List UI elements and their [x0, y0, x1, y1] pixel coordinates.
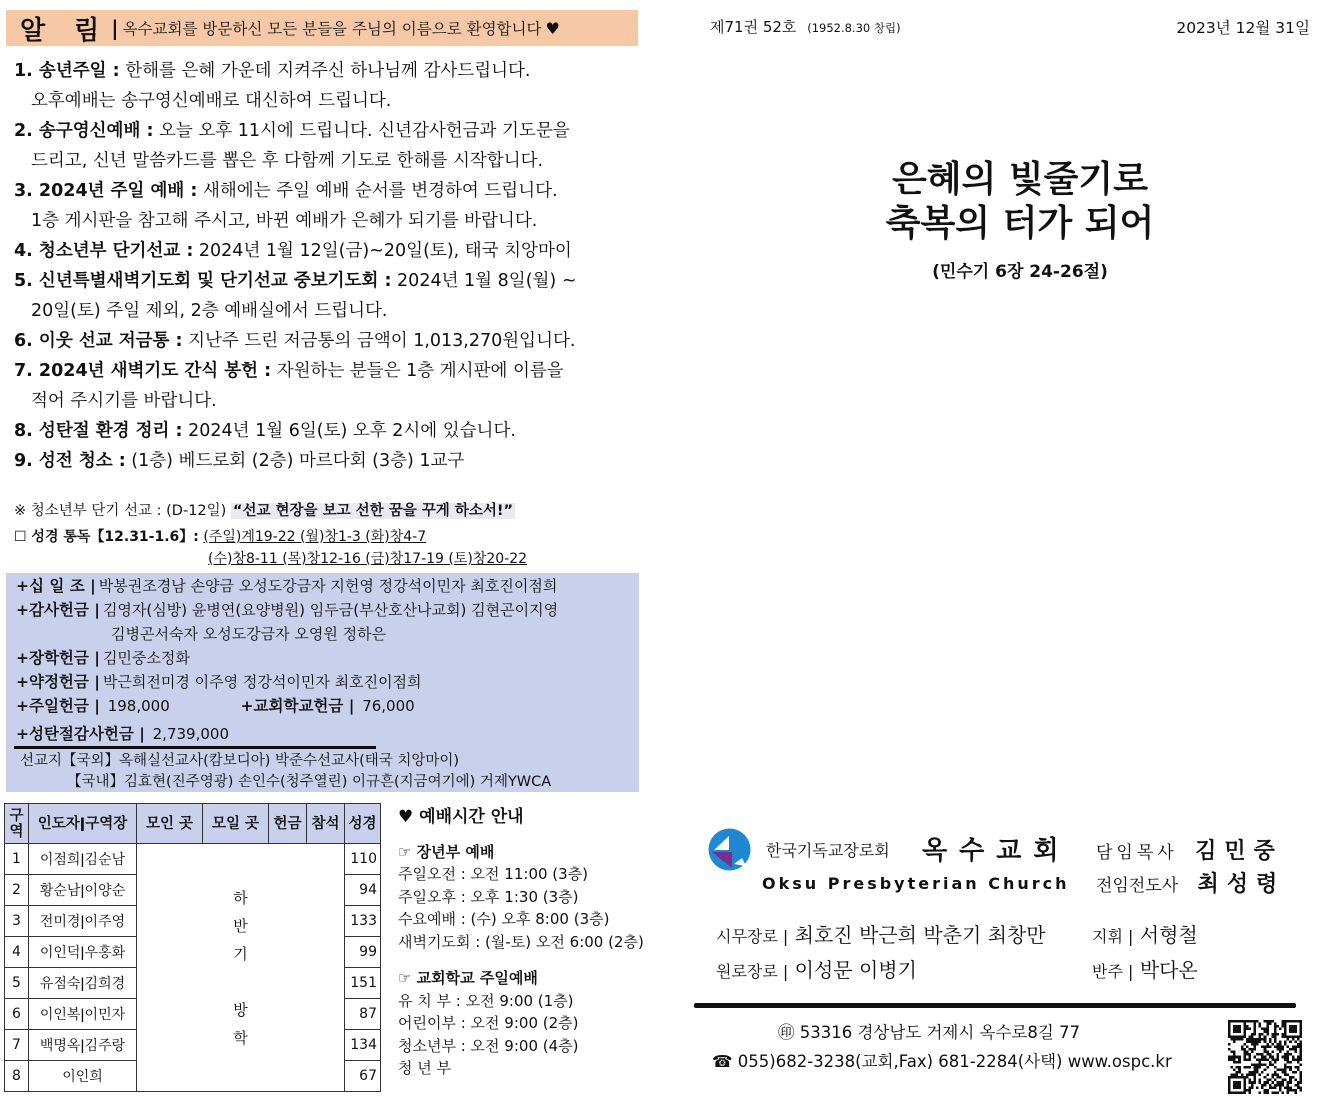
youth-mission-prefix: ※ 청소년부 단기 선교 : (D-12일) [14, 503, 227, 519]
announcement-continuation: 오후예배는 송구영신예배로 대신하여 드립니다. [31, 91, 392, 111]
sermon-title-line2: 축복의 터가 되어 [885, 203, 1155, 244]
table-row [5, 844, 381, 875]
accompanist-name: 박다온 [1139, 958, 1198, 982]
announcement-title: 6. 이웃 선교 저금통 : [14, 331, 183, 351]
issue-volume: 제71권 52호 [710, 18, 797, 36]
school-worship-heading: ☞ 교회학교 주일예배 [398, 969, 538, 987]
announcement-title: 4. 청소년부 단기선교 : [14, 241, 194, 261]
district-leader: 이인희 [29, 1061, 137, 1092]
church-address: ㊞ 53316 경상남도 거제시 옥수로8길 77 [778, 1023, 1081, 1042]
offering-names: 김민중소정화 [102, 649, 190, 667]
table-header-cell: 모일 곳 [203, 804, 269, 844]
district-leader: 이인복ǀ이민자 [29, 999, 137, 1030]
elders-names: 최호진 박근희 박춘기 최창만 [794, 923, 1046, 947]
announcement-title: 2. 송구영신예배 : [14, 121, 154, 141]
announcement-text: 지난주 드린 저금통의 금액이 1,013,270원입니다. [182, 331, 576, 351]
vacation-char: 하 [233, 888, 248, 907]
table-header-cell: 인도자ǀ구역장 [29, 804, 137, 844]
bible-reading-plan [14, 526, 527, 570]
announcement-item [14, 416, 639, 446]
missions-list [20, 751, 551, 793]
announcement-item [14, 236, 639, 266]
worship-time-item: 주일오전 : 오전 11:00 (3층) [398, 865, 589, 883]
offering-divider [14, 746, 376, 749]
offering-label: +장학헌금 | [16, 649, 100, 667]
bible-reading-count: 151 [345, 968, 381, 999]
district-meeting-table [4, 803, 381, 1092]
announcement-title: 3. 2024년 주일 예배 : [14, 181, 198, 201]
vacation-char: 학 [233, 1028, 248, 1047]
evangelist [1096, 867, 1285, 898]
emeritus-row [716, 954, 917, 983]
bible-reading-count: 134 [345, 1030, 381, 1061]
table-header-row [5, 804, 381, 844]
offering-names: 박근희전미경 이주영 정강석이민자 최호진이점희 [102, 673, 422, 691]
evangelist-name: 최성령 [1197, 872, 1286, 897]
announcement-text: 2024년 1월 8일(월) ~ [391, 271, 577, 291]
offering-label: +약정헌금 | [16, 673, 100, 691]
announcement-list [14, 56, 639, 476]
issue-info [710, 16, 901, 37]
district-number: 8 [5, 1061, 29, 1092]
sunday-offering-amount: 198,000 [107, 697, 170, 715]
table-header-cell: 구역 [5, 804, 29, 844]
sermon-title [700, 158, 1320, 246]
vacation-char: 기 [233, 944, 248, 963]
school-offering-amount: 76,000 [362, 697, 415, 715]
district-number: 2 [5, 875, 29, 906]
announcement-item [14, 176, 639, 206]
district-leader: 유점숙ǀ김희경 [29, 968, 137, 999]
welcome-message: 옥수교회를 방문하신 모든 분들을 주님의 이름으로 환영합니다 [122, 20, 542, 38]
vacation-char: 방 [233, 1000, 248, 1019]
bible-reading-line1: (주일)계19-22 (월)창1-3 (화)창4-7 [203, 529, 427, 545]
district-leader: 황순남ǀ이양순 [29, 875, 137, 906]
announcement-text: 한해를 은혜 가운데 지켜주신 하나님께 감사드립니다. [119, 61, 531, 81]
worship-time-item: 어린이부 : 오전 9:00 (2층) [398, 1014, 579, 1032]
church-name: 옥수교회 [922, 836, 1071, 866]
offering-row [16, 646, 639, 670]
school-worship-list [398, 990, 644, 1080]
elders-label: 시무장로 | [716, 927, 789, 946]
denomination: 한국기독교장로회 [766, 841, 890, 860]
announcement-text: 자원하는 분들은 1층 게시판에 이름을 [271, 361, 564, 381]
district-leader: 이인덕ǀ우홍화 [29, 937, 137, 968]
worship-time-item: 청소년부 : 오전 9:00 (4층) [398, 1036, 579, 1055]
table-header-cell: 성경 [345, 804, 381, 844]
issue-date: 2023년 12월 31일 [1176, 19, 1310, 37]
worship-time-item: 주일오후 : 오후 1:30 (3층) [398, 887, 579, 906]
qr-code-icon [1228, 1020, 1302, 1094]
christmas-offering-row [16, 722, 639, 746]
bible-reading-count: 67 [345, 1061, 381, 1092]
notice-header [6, 10, 638, 46]
pastor [1096, 834, 1283, 865]
offering-names: 김병곤서숙자 오성도강금자 오영원 정하은 [111, 625, 387, 643]
notice-separator: | [111, 16, 119, 40]
missions-domestic: 【국내】김효현(진주영광) 손인수(청주열린) 이규흔(지금여기에) 거제YWCA [67, 774, 552, 790]
announcement-item [14, 56, 639, 86]
announcement-item [14, 116, 639, 146]
announcement-item [14, 266, 639, 296]
announcement-text: (1층) 베드로회 (2층) 마르다회 (3층) 1교구 [125, 451, 465, 471]
worship-time-item: 새벽기도회 : (월-토) 오전 6:00 (2층) [398, 932, 644, 951]
worship-time-item: 청 년 부 [398, 1059, 452, 1077]
bible-reading-line2: (수)창8-11 (목)창12-16 (금)창17-19 (토)창20-22 [208, 551, 528, 567]
worship-time-item: 수요예배 : (수) 오후 8:00 (3층) [398, 910, 610, 928]
offering-names: 박봉권조경남 손양금 오성도강금자 지헌영 정강석이민자 최호진이점희 [98, 577, 558, 595]
elders-row [716, 919, 1046, 948]
church-english-name: Oksu Presbyterian Church [762, 874, 1070, 893]
worship-time-item: 유 치 부 : 오전 9:00 (1층) [398, 991, 574, 1010]
district-number: 3 [5, 906, 29, 937]
announcement-item [14, 326, 639, 356]
church-logo-icon [708, 828, 751, 871]
announcement-text: 2024년 1월 12일(금)~20일(토), 태국 치앙마이 [193, 241, 572, 261]
vacation-char [137, 968, 344, 996]
emeritus-names: 이성문 이병기 [794, 958, 917, 982]
sunday-offering-row [16, 694, 639, 718]
offering-list [16, 574, 639, 694]
offering-label: +십 일 조 | [16, 577, 96, 595]
sunday-offering-label: +주일헌금 | [16, 697, 100, 715]
youth-mission-line [14, 499, 515, 520]
missions-overseas: 선교지【국외】옥해실선교사(캄보디아) 박준수선교사(태국 치앙마이) [20, 753, 460, 769]
church-contact: ☎ 055)682-3238(교회,Fax) 681-2284(사택) www.ospc.kr [712, 1052, 1172, 1071]
table-header-cell: 참석 [307, 804, 345, 844]
district-number: 7 [5, 1030, 29, 1061]
district-number: 4 [5, 937, 29, 968]
adult-worship-list [398, 863, 644, 953]
offering-label: +감사헌금 | [16, 601, 100, 619]
heart-icon: ♥ [545, 18, 560, 38]
district-number: 5 [5, 968, 29, 999]
announcement-text: 2024년 1월 6일(토) 오후 2시에 있습니다. [182, 421, 516, 441]
bible-reading-count: 133 [345, 906, 381, 937]
announcement-continuation: 20일(토) 주일 제외, 2층 예배실에서 드립니다. [31, 301, 388, 321]
announcement-title: 5. 신년특별새벽기도회 및 단기선교 중보기도회 : [14, 271, 392, 291]
pastor-role: 담임목사 [1096, 843, 1178, 863]
bible-reading-count: 87 [345, 999, 381, 1030]
announcement-continuation: 드리고, 신년 말씀카드를 뽑은 후 다함께 기도로 한해를 시작합니다. [31, 151, 544, 171]
announcement-title: 9. 성전 청소 : [14, 451, 126, 471]
bible-reading-count: 99 [345, 937, 381, 968]
accompanist-row [1092, 954, 1198, 983]
school-offering-label: +교회학교헌금 | [240, 697, 355, 715]
sermon-title-line1: 은혜의 빛줄기로 [892, 159, 1148, 200]
emeritus-label: 원로장로 | [716, 962, 789, 981]
pastor-name: 김민중 [1195, 839, 1283, 864]
bible-reading-count: 94 [345, 875, 381, 906]
youth-mission-quote: “선교 현장을 보고 선한 꿈을 꾸게 하소서!” [232, 503, 513, 519]
district-number: 6 [5, 999, 29, 1030]
conductor-name: 서형철 [1139, 923, 1198, 947]
announcement-text: 오늘 오후 11시에 드립니다. 신년감사헌금과 기도문을 [153, 121, 570, 141]
announcement-text: 새해에는 주일 예배 순서를 변경하여 드립니다. [197, 181, 558, 201]
founded-date: (1952.8.30 창립) [807, 21, 901, 35]
bible-reading-label: ☐ 성경 통독【12.31-1.6】: [14, 529, 199, 545]
worship-times [398, 806, 644, 1080]
conductor-row [1092, 919, 1198, 948]
footer-divider [694, 1003, 1296, 1008]
sermon-reference: (민수기 6장 24-26절) [932, 262, 1108, 282]
conductor-label: 지휘 | [1092, 927, 1134, 946]
announcement-title: 8. 성탄절 환경 정리 : [14, 421, 183, 441]
announcement-continuation: 1층 게시판을 참고해 주시고, 바뀐 예배가 은혜가 되기를 바랍니다. [31, 211, 538, 231]
evangelist-role: 전임전도사 [1096, 876, 1179, 896]
announcement-item [14, 356, 639, 386]
christmas-offering-label: +성탄절감사헌금 | [16, 725, 145, 743]
bible-reading-count: 110 [345, 844, 381, 875]
accompanist-label: 반주 | [1092, 962, 1134, 981]
table-header-cell: 헌금 [269, 804, 307, 844]
notice-title: 알 림 [20, 15, 110, 46]
announcement-title: 7. 2024년 새벽기도 간식 봉헌 : [14, 361, 272, 381]
announcement-item [14, 446, 639, 476]
offering-row [16, 598, 639, 622]
worship-times-title: ♥ 예배시간 안내 [398, 807, 524, 827]
announcement-continuation: 적어 주시기를 바랍니다. [31, 391, 217, 411]
offering-box [6, 573, 639, 792]
district-leader: 이점희ǀ김순남 [29, 844, 137, 875]
district-leader: 백명옥ǀ김주랑 [29, 1030, 137, 1061]
district-number: 1 [5, 844, 29, 875]
christmas-offering-amount: 2,739,000 [152, 725, 229, 743]
offering-row [16, 670, 639, 694]
announcement-title: 1. 송년주일 : [14, 61, 120, 81]
offering-names: 김영자(심방) 윤병연(요양병원) 임두금(부산호산나교회) 김현곤이지영 [102, 601, 559, 619]
offering-row [16, 622, 639, 646]
vacation-char: 반 [233, 916, 248, 935]
table-header-cell: 모인 곳 [137, 804, 203, 844]
vacation-notice [137, 844, 345, 1092]
district-leader: 전미경ǀ이주영 [29, 906, 137, 937]
offering-row [16, 574, 639, 598]
table-body [5, 844, 381, 1092]
adult-worship-heading: ☞ 장년부 예배 [398, 842, 495, 861]
